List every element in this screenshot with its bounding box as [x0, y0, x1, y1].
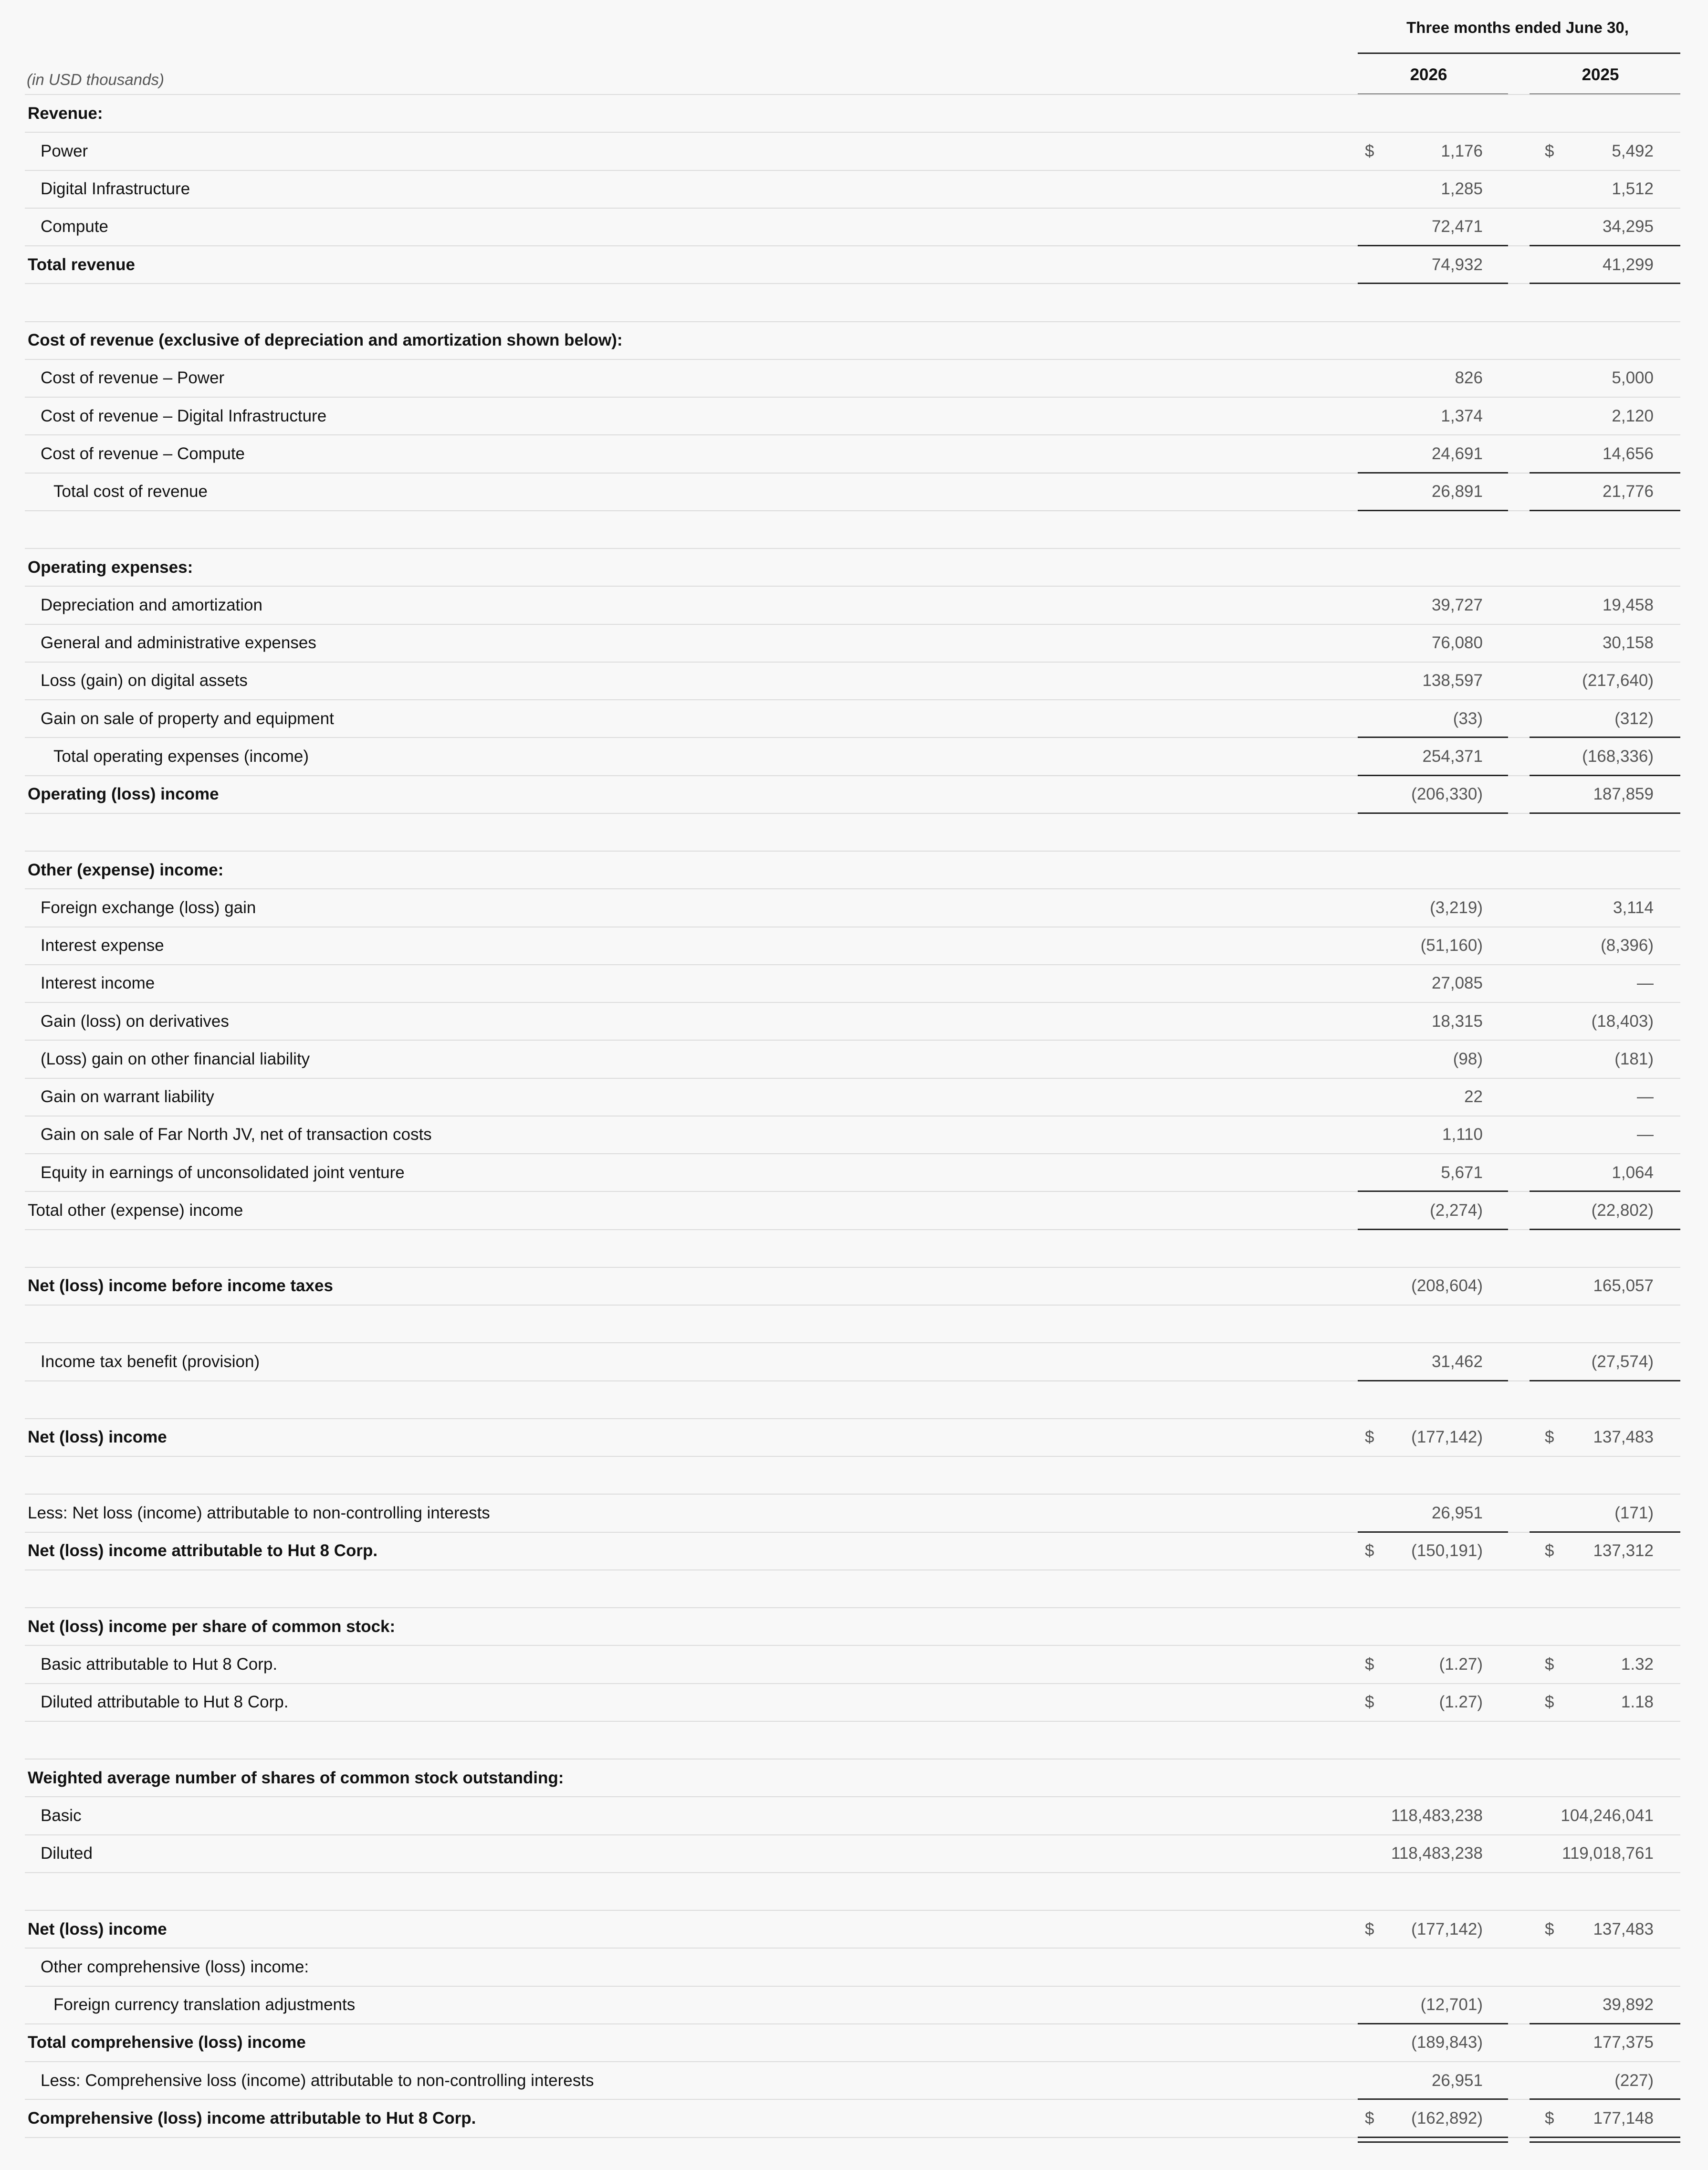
value-2026: 72,471	[1431, 217, 1483, 236]
value-2025: 165,057	[1593, 1276, 1654, 1296]
currency-symbol-2026: $	[1365, 1693, 1374, 1712]
row-label: Diluted attributable to Hut 8 Corp.	[41, 1693, 289, 1712]
row-label: Net (loss) income	[28, 1919, 167, 1938]
table-row	[25, 852, 1680, 889]
table-row	[25, 133, 1680, 170]
table-row	[25, 1079, 1680, 1117]
value-2026: 26,951	[1431, 1503, 1483, 1522]
value-2026: (98)	[1453, 1049, 1483, 1068]
value-2025: 1,064	[1612, 1163, 1654, 1182]
value-2025: 1,512	[1612, 179, 1654, 199]
currency-symbol-2026: $	[1365, 2108, 1374, 2128]
table-row	[25, 776, 1680, 814]
row-label: Revenue:	[28, 104, 103, 123]
row-label: Total comprehensive (loss) income	[28, 2033, 306, 2052]
table-row	[25, 322, 1680, 360]
row-label: Interest income	[41, 974, 155, 993]
table-row	[25, 549, 1680, 587]
table-row	[25, 625, 1680, 663]
period-header-rule	[1358, 53, 1680, 54]
row-label: Gain on sale of Far North JV, net of transaction costs	[41, 1125, 432, 1144]
value-2025: (171)	[1614, 1503, 1654, 1522]
table-row	[25, 1419, 1680, 1457]
row-label: Basic	[41, 1806, 82, 1825]
currency-symbol-2026: $	[1365, 1654, 1374, 1674]
value-2025: (312)	[1614, 709, 1654, 728]
currency-symbol-2026: $	[1365, 1919, 1374, 1938]
table-row	[25, 1268, 1680, 1306]
value-2025: 187,859	[1593, 785, 1654, 804]
value-2026: 22	[1464, 1087, 1483, 1106]
value-2025: (27,574)	[1591, 1352, 1654, 1371]
table-row	[25, 1230, 1680, 1268]
row-label: Equity in earnings of unconsolidated joint venture	[41, 1163, 405, 1182]
row-label: Total cost of revenue	[53, 482, 208, 501]
value-2025: (8,396)	[1601, 936, 1654, 955]
currency-symbol-2025: $	[1545, 1541, 1554, 1560]
value-2026: 1,374	[1441, 406, 1483, 425]
double-underline-2025	[1530, 2141, 1680, 2143]
table-row	[25, 2062, 1680, 2100]
statement-table	[25, 95, 1680, 2138]
value-2026: (3,219)	[1430, 898, 1483, 917]
value-2026: 118,483,238	[1391, 1844, 1483, 1863]
row-label: Net (loss) income attributable to Hut 8 Corp.	[28, 1541, 378, 1560]
underline-2025	[1530, 2137, 1680, 2138]
row-label: Diluted	[41, 1844, 93, 1863]
table-row	[25, 1533, 1680, 1570]
row-label: Cost of revenue (exclusive of depreciation and amortization shown below):	[28, 331, 623, 350]
row-label: Gain (loss) on derivatives	[41, 1011, 229, 1031]
table-row	[25, 1495, 1680, 1532]
value-2025: (227)	[1614, 2071, 1654, 2090]
value-2026: 138,597	[1422, 671, 1483, 690]
value-2026: 26,891	[1431, 482, 1483, 501]
table-row	[25, 1722, 1680, 1759]
table-row	[25, 1608, 1680, 1646]
row-label: Other comprehensive (loss) income:	[41, 1957, 309, 1976]
currency-symbol-2025: $	[1545, 141, 1554, 160]
value-2026: (189,843)	[1411, 2033, 1483, 2052]
table-row	[25, 2100, 1680, 2138]
value-2026: 826	[1455, 369, 1483, 388]
table-row	[25, 95, 1680, 133]
value-2026: 27,085	[1431, 974, 1483, 993]
value-2025: 19,458	[1602, 595, 1654, 614]
row-label: Depreciation and amortization	[41, 595, 262, 614]
row-label: Cost of revenue – Digital Infrastructure	[41, 406, 327, 425]
row-label: Cost of revenue – Power	[41, 369, 225, 388]
row-label: Compute	[41, 217, 109, 236]
table-row	[25, 1911, 1680, 1949]
period-header: Three months ended June 30,	[1406, 19, 1629, 36]
value-2025: —	[1637, 1087, 1654, 1106]
row-label: Gain on sale of property and equipment	[41, 709, 334, 728]
value-2025: 177,148	[1593, 2108, 1654, 2128]
table-row	[25, 814, 1680, 852]
row-label: Operating (loss) income	[28, 785, 219, 804]
row-label: Income tax benefit (provision)	[41, 1352, 260, 1371]
value-2025: 5,492	[1612, 141, 1654, 160]
value-2025: 41,299	[1602, 255, 1654, 274]
table-row	[25, 965, 1680, 1003]
row-label: General and administrative expenses	[41, 633, 316, 653]
row-label: Operating expenses:	[28, 558, 193, 577]
row-label: Basic attributable to Hut 8 Corp.	[41, 1654, 278, 1674]
value-2026: (1.27)	[1439, 1654, 1483, 1674]
row-label: Cost of revenue – Compute	[41, 444, 245, 463]
units-note: (in USD thousands)	[27, 71, 164, 88]
table-row	[25, 738, 1680, 776]
value-2025: 3,114	[1613, 898, 1654, 917]
currency-symbol-2026: $	[1365, 1541, 1374, 1560]
value-2026: 31,462	[1431, 1352, 1483, 1371]
currency-symbol-2025: $	[1545, 1693, 1554, 1712]
value-2025: —	[1637, 974, 1654, 993]
table-row	[25, 511, 1680, 549]
row-label: Total operating expenses (income)	[53, 747, 309, 766]
value-2025: (168,336)	[1582, 747, 1654, 766]
table-row	[25, 587, 1680, 624]
value-2026: (150,191)	[1411, 1541, 1483, 1560]
table-row	[25, 246, 1680, 284]
row-label: Less: Net loss (income) attributable to non-controlling interests	[28, 1503, 490, 1522]
row-label: Power	[41, 141, 88, 160]
value-2025: 30,158	[1602, 633, 1654, 653]
value-2026: 1,285	[1441, 179, 1483, 199]
value-2026: 1,110	[1442, 1125, 1483, 1144]
row-label: Interest expense	[41, 936, 164, 955]
value-2025: 1.32	[1621, 1654, 1654, 1674]
table-row	[25, 1759, 1680, 1797]
value-2026: (208,604)	[1411, 1276, 1483, 1296]
value-2026: 26,951	[1431, 2071, 1483, 2090]
table-row	[25, 1987, 1680, 2024]
row-label: Net (loss) income before income taxes	[28, 1276, 333, 1296]
row-label: Less: Comprehensive loss (income) attributable to non-controlling interests	[41, 2071, 594, 2090]
value-2025: 137,483	[1593, 1919, 1654, 1938]
table-row	[25, 700, 1680, 738]
table-row	[25, 474, 1680, 511]
value-2026: 18,315	[1431, 1011, 1483, 1031]
value-2025: 137,483	[1593, 1428, 1654, 1447]
table-row	[25, 663, 1680, 700]
value-2026: (177,142)	[1411, 1428, 1483, 1447]
table-row	[25, 1646, 1680, 1684]
row-label: Foreign currency translation adjustments	[53, 1995, 356, 2014]
underline-2026	[1358, 2137, 1508, 2138]
currency-symbol-2026: $	[1365, 1428, 1374, 1447]
column-header-2026: 2026	[1410, 65, 1447, 84]
value-2026: (177,142)	[1411, 1919, 1483, 1938]
row-label: Net (loss) income per share of common stock:	[28, 1617, 396, 1636]
value-2025: —	[1637, 1125, 1654, 1144]
table-row	[25, 435, 1680, 473]
currency-symbol-2026: $	[1365, 141, 1374, 160]
table-row	[25, 1570, 1680, 1608]
currency-symbol-2025: $	[1545, 1428, 1554, 1447]
column-header-2025: 2025	[1582, 65, 1619, 84]
value-2025: 14,656	[1602, 444, 1654, 463]
table-row	[25, 1381, 1680, 1419]
value-2026: 74,932	[1431, 255, 1483, 274]
row-label: Comprehensive (loss) income attributable to Hut 8 Corp.	[28, 2108, 476, 2128]
value-2025: 137,312	[1593, 1541, 1654, 1560]
value-2025: 104,246,041	[1561, 1806, 1654, 1825]
table-row	[25, 1873, 1680, 1911]
table-row	[25, 1117, 1680, 1154]
currency-symbol-2025: $	[1545, 2108, 1554, 2128]
value-2026: (33)	[1453, 709, 1483, 728]
table-row	[25, 1949, 1680, 1986]
value-2025: 119,018,761	[1561, 1844, 1654, 1863]
double-underline-2026	[1358, 2141, 1508, 2143]
value-2025: 39,892	[1602, 1995, 1654, 2014]
value-2025: (181)	[1614, 1049, 1654, 1068]
row-label: Other (expense) income:	[28, 860, 224, 879]
value-2026: 1,176	[1441, 141, 1483, 160]
value-2025: (217,640)	[1582, 671, 1654, 690]
table-row	[25, 1041, 1680, 1078]
table-row	[25, 360, 1680, 398]
table-row	[25, 1457, 1680, 1495]
value-2026: (12,701)	[1420, 1995, 1483, 2014]
row-label: Total revenue	[28, 255, 135, 274]
table-row	[25, 398, 1680, 435]
table-row	[25, 171, 1680, 209]
value-2025: 1.18	[1621, 1693, 1654, 1712]
value-2026: (51,160)	[1420, 936, 1483, 955]
row-label: Digital Infrastructure	[41, 179, 190, 199]
row-label: Gain on warrant liability	[41, 1087, 214, 1106]
value-2026: (2,274)	[1430, 1201, 1483, 1220]
value-2026: 24,691	[1431, 444, 1483, 463]
row-label: Loss (gain) on digital assets	[41, 671, 248, 690]
value-2025: 2,120	[1612, 406, 1654, 425]
table-row	[25, 889, 1680, 927]
value-2026: 254,371	[1422, 747, 1483, 766]
table-row	[25, 1797, 1680, 1835]
currency-symbol-2025: $	[1545, 1919, 1554, 1938]
row-label: Net (loss) income	[28, 1428, 167, 1447]
row-label: Foreign exchange (loss) gain	[41, 898, 256, 917]
value-2025: 21,776	[1602, 482, 1654, 501]
row-label: (Loss) gain on other financial liability	[41, 1049, 310, 1068]
value-2025: 34,295	[1602, 217, 1654, 236]
table-row	[25, 1192, 1680, 1230]
currency-symbol-2025: $	[1545, 1654, 1554, 1674]
table-row	[25, 1835, 1680, 1873]
value-2026: (162,892)	[1411, 2108, 1483, 2128]
table-row	[25, 2024, 1680, 2062]
table-row	[25, 1154, 1680, 1192]
table-row	[25, 209, 1680, 246]
value-2025: (18,403)	[1591, 1011, 1654, 1031]
table-row	[25, 1306, 1680, 1343]
table-row	[25, 284, 1680, 322]
value-2026: 118,483,238	[1391, 1806, 1483, 1825]
row-label: Weighted average number of shares of common stock outstanding:	[28, 1768, 564, 1787]
table-row	[25, 1343, 1680, 1381]
value-2026: 39,727	[1431, 595, 1483, 614]
value-2026: 5,671	[1441, 1163, 1483, 1182]
value-2026: 76,080	[1431, 633, 1483, 653]
table-row	[25, 1684, 1680, 1722]
value-2025: 5,000	[1612, 369, 1654, 388]
value-2025: (22,802)	[1591, 1201, 1654, 1220]
value-2026: (206,330)	[1411, 785, 1483, 804]
value-2026: (1.27)	[1439, 1693, 1483, 1712]
table-row	[25, 927, 1680, 965]
value-2025: 177,375	[1593, 2033, 1654, 2052]
table-row	[25, 1003, 1680, 1041]
row-label: Total other (expense) income	[28, 1201, 243, 1220]
